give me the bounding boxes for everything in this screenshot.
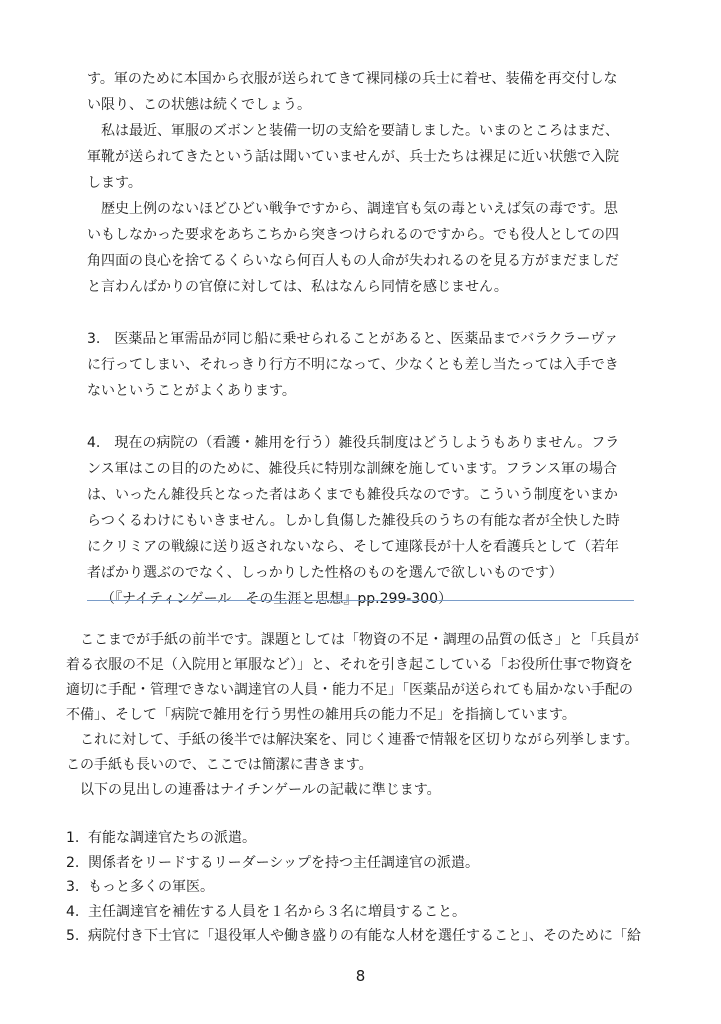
list-item-text: 関係者をリードするリーダーシップを持つ主任調達官の派遣。 [88,854,480,871]
list-item [66,875,646,900]
commentary-paragraph-1 [66,628,646,728]
list-item-number: 4. [66,903,80,920]
text-line: いもしなかった要求をあちこちから突きつけられるのですから。でも役人としての四 [87,227,619,243]
list-item [66,826,646,851]
text-line: と言わんばかりの官僚に対しては、私はなんら同情を感じません。 [87,279,508,295]
text-line: ここまでが手紙の前半です。課題としては「物資の不足・調理の品質の低さ」と「兵員が [80,632,639,648]
list-item-text: 有能な調達官たちの派遣。 [88,830,256,846]
text-line: 私は最近、軍服のズボンと装備一切の支給を要請しました。いまのところはまだ、 [101,123,619,139]
list-item-text: 主任調達官を補佐する人員を１名から３名に増員すること。 [88,903,466,920]
text-line: 角四面の良心を捨てるくらいなら何百人もの人命が失われるのを見る方がまだましだ [87,253,619,269]
text-line: 適切に手配・管理できない調達官の人員・能力不足」「医薬品が送られても届かない手配の [66,682,633,698]
list-item-text: 病院付き下士官に「退役軍人や働き盛りの有能な人材を選任すること」、そのために「給 [88,928,641,944]
text-line: は、いったん雑役兵となった者はあくまでも雑役兵なのです。こういう制度をいまか [87,487,618,503]
text-line: に行ってしまい、それっきり行方不明になって、少なくとも差し当たっては入手でき [87,357,619,373]
list-item [66,924,646,949]
list-item [66,851,646,876]
text-line: らつくるわけにもいきません。しかし負傷した雑役兵のうちの有能な者が全快した時 [87,513,620,529]
quote-paragraph-1 [87,66,647,118]
text-line: ないということがよくあります。 [87,383,296,399]
quote-paragraph-3 [87,196,647,300]
list-item-text: もっと多くの軍医。 [88,879,214,895]
page-number: 8 [355,967,366,985]
commentary [66,628,646,803]
text-line: 歴史上例のないほどひどい戦争ですから、調達官も気の毒といえば気の毒です。思 [101,201,618,217]
list-item [66,900,646,925]
list-item-number: 2. [66,854,80,871]
section-divider [87,600,634,601]
solutions-list [66,826,646,949]
quote-item-3 [87,326,647,404]
text-line: この手紙も長いので、ここでは簡潔に書きます。 [66,757,373,773]
text-line: します。 [87,175,142,191]
text-line: 以下の見出しの連番はナイチンゲールの記載に準じます。 [80,782,441,798]
list-item-number: 1. [66,830,80,846]
text-line: ンス軍はこの目的のために、雑役兵に特別な訓練を施しています。フランス軍の場合 [87,461,618,477]
text-line: 軍靴が送られてきたという話は聞いていませんが、兵士たちは裸足に近い状態で入院 [87,149,619,165]
list-item-number: 5. [66,928,80,944]
text-line: い限り、この状態は続くでしょう。 [87,97,311,113]
text-line: 着る衣服の不足（入院用と軍服など）」と、それを引き起こしている「お役所仕事で物資を [66,657,633,673]
text-line: 3. 医薬品と軍需品が同じ船に乗せられることがあると、医薬品までバラクラーヴァ [87,331,619,347]
citation: （『ナイティンゲール その生涯と思想』pp.299-300） [101,591,453,607]
text-line: す。軍のために本国から衣服が送られてきて裸同様の兵士に着せ、装備を再交付しな [87,71,618,87]
commentary-paragraph-3 [66,778,646,803]
quoted-letter [87,66,647,612]
text-line: これに対して、手紙の後半では解決案を、同じく連番で情報を区切りながら列挙します。 [80,732,639,748]
text-line: 者ばかり選ぶのでなく、しっかりした性格のものを選んで欲しいものです） [87,565,563,581]
quote-paragraph-2 [87,118,647,196]
list-item-number: 3. [66,879,80,895]
paragraph-gap [87,300,647,326]
commentary-paragraph-2 [66,728,646,778]
quote-item-4 [87,430,647,586]
text-line: にクリミアの戦線に送り返されないなら、そして連隊長が十人を看護兵として（若年 [87,539,619,555]
text-line: 不備」、そして「病院で雑用を行う男性の雑用兵の能力不足」を指摘しています。 [66,707,576,723]
paragraph-gap [87,404,647,430]
text-line: 4. 現在の病院の（看護・雑用を行う）雑役兵制度はどうしようもありません。フラ [87,435,620,451]
